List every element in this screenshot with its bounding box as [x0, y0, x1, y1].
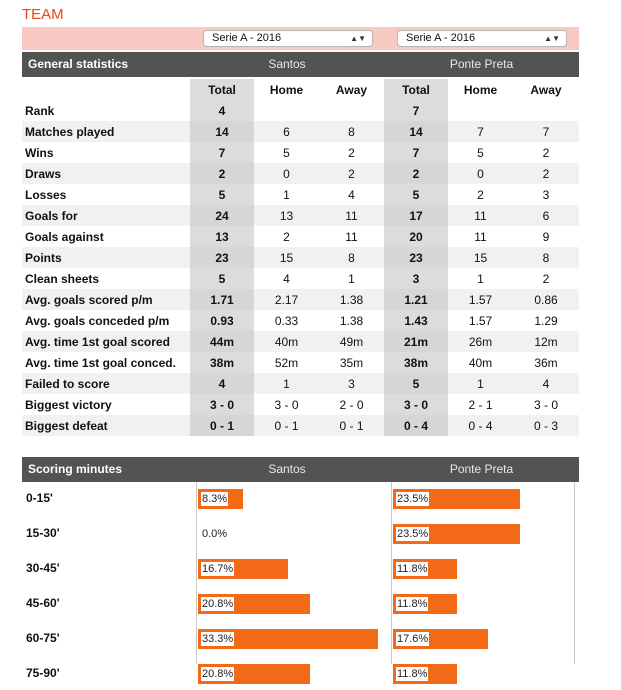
stat-cell: 2 [542, 145, 550, 160]
stat-cell: 3 - 0 [190, 394, 254, 415]
stat-cell: 1.29 [534, 313, 558, 328]
stat-cell: 0 - 1 [190, 415, 254, 436]
stat-cell: 2 [283, 229, 290, 244]
stat-cell: 0 - 3 [513, 415, 579, 436]
team1-name: Santos [268, 57, 306, 71]
stat-cell: 2 - 1 [468, 397, 493, 412]
row-label: Avg. goals scored p/m [22, 289, 190, 310]
header-cell: Total [190, 79, 254, 100]
stat-cell: 49m [319, 331, 384, 352]
stat-cell: 40m [254, 331, 319, 352]
table-row [22, 121, 579, 142]
stat-cell: 2 [319, 163, 384, 184]
team2-name: Ponte Preta [449, 57, 514, 71]
stat-cell: 3 [542, 187, 550, 202]
stat-cell: 7 [448, 121, 513, 142]
general-stats-title: General statistics [28, 57, 129, 71]
team1-name: Santos [268, 462, 306, 476]
stat-cell [513, 100, 579, 121]
row-label: Rank [25, 103, 55, 118]
stat-cell: 1.43 [384, 310, 448, 331]
season-select-team1[interactable] [203, 30, 373, 47]
stat-cell: 3 [384, 268, 448, 289]
season-select-value: Serie A - 2016 [212, 32, 282, 44]
stat-cell: 2 [348, 145, 355, 160]
stat-cell: 8 [319, 247, 384, 268]
stat-cell: 7 [384, 100, 448, 121]
bar-value-label: 8.3% [202, 493, 228, 505]
updown-arrow-icon: ▲▼ [544, 34, 560, 43]
stat-cell: 38m [190, 352, 254, 373]
stat-cell: 4 [513, 373, 579, 394]
bar-value-label: 0.0% [202, 528, 228, 540]
stat-cell: 11 [319, 205, 384, 226]
table-header-row [22, 79, 579, 100]
stat-cell: 1.57 [448, 289, 513, 310]
stat-cell: 3 [319, 373, 384, 394]
header-cell: Away [530, 82, 562, 97]
table-row [22, 142, 579, 163]
scoring-row [22, 657, 579, 690]
scoring-row [22, 587, 579, 620]
minute-range-label: 15-30' [26, 526, 60, 540]
stat-cell: 0 - 1 [319, 415, 384, 436]
stat-cell: 0 [254, 163, 319, 184]
stat-cell: 2 [542, 271, 550, 286]
bar-value-label: 11.8% [397, 598, 428, 610]
table-row [22, 163, 579, 184]
bar-value-label: 11.8% [397, 563, 428, 575]
stat-cell: 1 [448, 373, 513, 394]
stat-cell [254, 100, 319, 121]
stat-cell: 1.21 [384, 289, 448, 310]
stat-cell: 0 - 4 [448, 415, 513, 436]
bar-value-label: 20.8% [202, 668, 234, 680]
bar-value-label: 11.8% [397, 668, 428, 680]
stat-cell [319, 100, 384, 121]
stat-cell: 44m [190, 331, 254, 352]
stat-cell: 2.17 [254, 289, 319, 310]
scoring-row [22, 482, 579, 515]
minute-range-label: 30-45' [26, 561, 60, 575]
stat-cell: 1 [254, 373, 319, 394]
bar-value-label: 16.7% [202, 563, 234, 575]
stat-cell: 4 [190, 373, 254, 394]
stat-cell: 3 - 0 [274, 397, 299, 412]
stat-cell: 13 [254, 205, 319, 226]
header-cell: Total [384, 79, 448, 100]
table-row [22, 100, 579, 121]
row-label: Points [22, 247, 190, 268]
scoring-row [22, 552, 579, 585]
header-cell: Home [269, 82, 304, 97]
stat-cell: 14 [384, 121, 448, 142]
stat-cell: 7 [384, 142, 448, 163]
header-cell [22, 79, 190, 100]
stat-cell: 2 [477, 187, 484, 202]
stat-cell: 5 [190, 268, 254, 289]
stat-cell: 5 [384, 373, 448, 394]
stat-cell: 0.86 [513, 289, 579, 310]
stat-cell: 4 [283, 271, 290, 286]
stat-cell: 6 [254, 121, 319, 142]
stat-cell [448, 100, 513, 121]
row-label: Draws [22, 163, 190, 184]
season-select-value: Serie A - 2016 [406, 32, 476, 44]
row-label: Matches played [22, 121, 190, 142]
stat-cell: 2 [384, 163, 448, 184]
bar-value-label: 23.5% [397, 493, 429, 505]
table-row [22, 289, 579, 310]
stat-cell: 0.93 [190, 310, 254, 331]
table-row [22, 394, 579, 415]
stat-cell: 20 [384, 226, 448, 247]
stat-cell: 5 [384, 184, 448, 205]
stat-cell: 26m [448, 331, 513, 352]
stat-cell: 36m [534, 355, 558, 370]
table-row [22, 247, 579, 268]
row-label: Goals against [25, 229, 104, 244]
stat-cell: 1 [348, 271, 355, 286]
table-row [22, 184, 579, 205]
stat-cell: 15 [254, 247, 319, 268]
stat-cell: 5 [283, 145, 290, 160]
stat-cell: 2 [190, 163, 254, 184]
stat-cell: 14 [190, 121, 254, 142]
table-row [22, 205, 579, 226]
stat-cell: 11 [448, 205, 513, 226]
page-title: TEAM [22, 6, 64, 23]
stat-cell: 23 [384, 247, 448, 268]
stat-cell: 0 - 4 [384, 415, 448, 436]
stat-cell: 1.71 [190, 289, 254, 310]
scoring-row [22, 517, 579, 550]
stat-cell: 40m [468, 355, 493, 370]
table-row [22, 268, 579, 289]
minute-range-label: 0-15' [26, 491, 53, 505]
row-label: Losses [25, 187, 67, 202]
stat-cell: 3 - 0 [533, 397, 558, 412]
stat-cell: 4 [190, 100, 254, 121]
bar-value-label: 33.3% [202, 633, 234, 645]
scoring-minutes-title: Scoring minutes [28, 462, 123, 476]
minute-range-label: 45-60' [26, 596, 60, 610]
stat-cell: 17 [384, 205, 448, 226]
row-label: Avg. goals conceded p/m [25, 313, 170, 328]
minute-range-label: 75-90' [26, 666, 60, 680]
stat-cell: 9 [542, 229, 550, 244]
row-label: Biggest defeat [22, 415, 190, 436]
stat-cell: 4 [348, 187, 355, 202]
stat-cell: 2 [513, 163, 579, 184]
stat-cell: 21m [384, 331, 448, 352]
stat-cell: 0 - 1 [254, 415, 319, 436]
stat-cell: 0.33 [274, 313, 299, 328]
minute-range-label: 60-75' [26, 631, 60, 645]
stat-cell: 35m [339, 355, 364, 370]
table-row [22, 352, 579, 373]
row-label: Goals for [22, 205, 190, 226]
scoring-minutes-header [22, 457, 579, 482]
stat-cell: 8 [319, 121, 384, 142]
row-label: Biggest victory [25, 397, 112, 412]
row-label: Failed to score [22, 373, 190, 394]
stat-cell: 52m [274, 355, 299, 370]
bar-value-label: 23.5% [397, 528, 429, 540]
stat-cell: 2 - 0 [339, 397, 364, 412]
season-select-team2[interactable] [397, 30, 567, 47]
stat-cell: 13 [190, 226, 254, 247]
row-label: Clean sheets [25, 271, 100, 286]
stat-cell: 1.38 [319, 289, 384, 310]
table-row [22, 226, 579, 247]
row-label: Avg. time 1st goal conced. [25, 355, 176, 370]
stat-cell: 7 [190, 142, 254, 163]
general-stats-table [22, 79, 579, 436]
bar-value-label: 20.8% [202, 598, 234, 610]
stat-cell: 38m [384, 352, 448, 373]
header-cell: Away [335, 82, 368, 97]
stat-cell: 1 [477, 271, 484, 286]
stat-cell: 7 [513, 121, 579, 142]
team2-name: Ponte Preta [449, 462, 514, 476]
bar-value-label: 17.6% [397, 633, 429, 645]
stat-cell: 8 [513, 247, 579, 268]
table-row [22, 310, 579, 331]
scoring-row [22, 622, 579, 655]
general-stats-header [22, 52, 579, 77]
stat-cell: 12m [513, 331, 579, 352]
stat-cell: 6 [513, 205, 579, 226]
stat-cell: 5 [190, 184, 254, 205]
table-row [22, 415, 579, 436]
row-label: Wins [25, 145, 54, 160]
season-selector-bar [22, 27, 579, 50]
stat-cell: 23 [190, 247, 254, 268]
stat-cell: 11 [474, 229, 487, 244]
stat-cell: 15 [448, 247, 513, 268]
updown-arrow-icon: ▲▼ [350, 34, 366, 43]
stat-cell: 24 [190, 205, 254, 226]
stat-cell: 1.38 [339, 313, 364, 328]
stat-cell: 0 [448, 163, 513, 184]
table-row [22, 373, 579, 394]
stat-cell: 5 [477, 145, 484, 160]
header-cell: Home [463, 82, 498, 97]
stat-cell: 3 - 0 [384, 394, 448, 415]
table-row [22, 331, 579, 352]
stat-cell: 11 [345, 229, 358, 244]
row-label: Avg. time 1st goal scored [22, 331, 190, 352]
stat-cell: 1.57 [468, 313, 493, 328]
stat-cell: 1 [283, 187, 290, 202]
